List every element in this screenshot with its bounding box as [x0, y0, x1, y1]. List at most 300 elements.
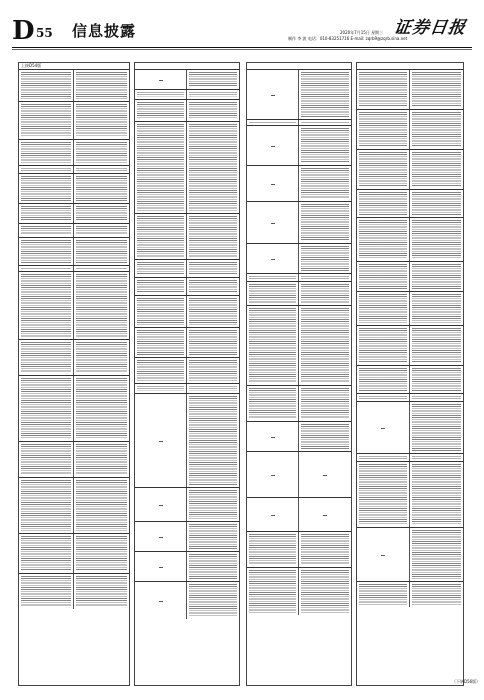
- table-cell-right: [187, 358, 239, 383]
- fine-print-text: [76, 168, 127, 171]
- fine-print-text: [21, 206, 71, 221]
- fine-print-text: [249, 534, 296, 565]
- table-cell-left: [357, 150, 410, 189]
- table-row: [357, 393, 463, 401]
- fine-print-text: [412, 220, 461, 259]
- fine-print-text: [359, 456, 407, 459]
- fine-print-text: [301, 284, 349, 303]
- table-row: [135, 89, 239, 99]
- fine-print-text: [249, 276, 296, 279]
- table-row: [357, 217, 463, 261]
- fine-print-text: [137, 92, 184, 97]
- column-3: [246, 62, 352, 686]
- fine-print-text: [412, 72, 461, 107]
- table-row: [247, 385, 351, 421]
- table-cell-left: [135, 358, 187, 383]
- fine-print-text: [76, 176, 127, 201]
- table-row: [357, 109, 463, 149]
- table-cell-right: [74, 204, 129, 223]
- table-cell-right: [187, 296, 239, 327]
- empty-cell-dash: [323, 515, 327, 516]
- table-row: [357, 527, 463, 581]
- continued-from-label: 上接D54版: [21, 63, 42, 68]
- fine-print-text: [21, 176, 71, 201]
- empty-cell-dash: [159, 505, 163, 506]
- fine-print-text: [76, 72, 127, 99]
- fine-print-text: [412, 456, 461, 459]
- fine-print-text: [301, 388, 349, 419]
- table-cell-left: [247, 202, 299, 243]
- empty-cell-dash: [381, 428, 385, 429]
- empty-cell-dash: [159, 567, 163, 568]
- table-row: [135, 99, 239, 121]
- table-cell-right: [74, 140, 129, 165]
- table-cell-left: [247, 244, 299, 273]
- masthead: [0, 0, 484, 52]
- table-row: [247, 567, 351, 615]
- fine-print-text: [189, 584, 237, 617]
- table-row: [19, 375, 129, 441]
- fine-print-text: [76, 536, 127, 571]
- table-row: [135, 277, 239, 295]
- fine-print-text: [359, 192, 407, 215]
- table-row: [135, 383, 239, 393]
- fine-print-text: [189, 124, 237, 211]
- table-row: [135, 121, 239, 213]
- fine-print-text: [137, 216, 184, 257]
- table-row: [135, 581, 239, 619]
- table-cell-left: [357, 454, 410, 461]
- table-row: [247, 451, 351, 497]
- table-row: [135, 357, 239, 383]
- table-cell-right: [74, 224, 129, 237]
- table-cell-left: [247, 452, 299, 497]
- fine-print-text: [21, 274, 71, 337]
- table-cell-left: [135, 394, 187, 487]
- fine-print-text: [76, 226, 127, 235]
- fine-print-text: [21, 72, 71, 99]
- table-cell-left: [135, 260, 187, 277]
- table-cell-left: [357, 462, 410, 527]
- table-cell-left: [19, 272, 74, 339]
- fine-print-text: [76, 444, 127, 475]
- fine-print-text: [412, 368, 461, 391]
- table-cell-left: [247, 274, 299, 281]
- table-cell-right: [187, 384, 239, 393]
- table-cell-left: [135, 122, 187, 213]
- table-row: [357, 325, 463, 365]
- table-row: [135, 393, 239, 487]
- empty-cell-dash: [159, 537, 163, 538]
- table-row: [19, 203, 129, 223]
- fine-print-text: [21, 240, 71, 263]
- fine-print-text: [359, 294, 407, 323]
- table-row: [247, 243, 351, 273]
- table-cell-left: [19, 224, 74, 237]
- table-cell-right: [410, 262, 463, 291]
- table-cell-left: [357, 190, 410, 217]
- table-cell-right: [410, 582, 463, 607]
- fine-print-text: [189, 554, 237, 579]
- table-cell-right: [299, 282, 351, 305]
- table-cell-right: [187, 260, 239, 277]
- table-cell-right: [299, 126, 351, 165]
- fine-print-text: [412, 192, 461, 215]
- fine-print-text: [189, 102, 237, 119]
- fine-print-text: [412, 294, 461, 323]
- fine-print-text: [76, 142, 127, 163]
- table-row: [19, 173, 129, 203]
- table-cell-right: [187, 582, 239, 619]
- table-cell-right: [74, 174, 129, 203]
- table-row: [357, 69, 463, 109]
- table-cell-right: [410, 366, 463, 393]
- issue-date: 2020年7月15日 星期三: [340, 30, 384, 35]
- table-row: [357, 453, 463, 461]
- fine-print-text: [412, 584, 461, 605]
- table-row: [357, 189, 463, 217]
- fine-print-text: [249, 122, 296, 123]
- table-row: [19, 223, 129, 237]
- table-cell-right: [410, 394, 463, 401]
- fine-print-text: [189, 524, 237, 549]
- table-row: [135, 259, 239, 277]
- fine-print-text: [301, 570, 349, 613]
- table-row: [247, 281, 351, 305]
- table-cell-right: [187, 100, 239, 121]
- fine-print-text: [359, 464, 407, 525]
- table-cell-right: [299, 274, 351, 281]
- fine-print-text: [301, 534, 349, 565]
- table-cell-right: [410, 110, 463, 149]
- fine-print-text: [301, 246, 349, 271]
- fine-print-text: [301, 168, 349, 199]
- column-1: [18, 62, 130, 686]
- fine-print-text: [21, 576, 71, 607]
- empty-cell-dash: [159, 441, 163, 442]
- fine-print-text: [21, 342, 71, 373]
- table-row: [19, 271, 129, 339]
- table-cell-left: [247, 422, 299, 451]
- table-cell-left: [247, 498, 299, 531]
- fine-print-text: [76, 104, 127, 137]
- table-row: [19, 165, 129, 173]
- fine-print-text: [412, 152, 461, 187]
- fine-print-text: [189, 490, 237, 519]
- table-cell-left: [135, 278, 187, 295]
- table-cell-right: [74, 102, 129, 139]
- table-cell-right: [74, 272, 129, 339]
- table-cell-left: [19, 174, 74, 203]
- table-cell-right: [187, 328, 239, 357]
- table-row: [19, 139, 129, 165]
- header-rule-thin: [12, 49, 472, 50]
- table-cell-right: [187, 552, 239, 581]
- table-row: [135, 69, 239, 89]
- table-cell-right: [299, 498, 351, 531]
- table-cell-right: [410, 326, 463, 365]
- table-cell-right: [410, 454, 463, 461]
- empty-cell-dash: [381, 555, 385, 556]
- fine-print-text: [137, 102, 184, 119]
- table-row: [247, 125, 351, 165]
- table-cell-left: [357, 110, 410, 149]
- table-row: [357, 461, 463, 527]
- page-section-letter: D: [12, 16, 35, 46]
- table-cell-right: [299, 422, 351, 451]
- table-row: [247, 273, 351, 281]
- table-cell-right: [299, 202, 351, 243]
- table-row: [135, 213, 239, 259]
- fine-print-text: [21, 142, 71, 163]
- table-cell-right: [299, 244, 351, 273]
- fine-print-text: [76, 206, 127, 221]
- fine-print-text: [21, 480, 71, 531]
- fine-print-text: [359, 220, 407, 259]
- fine-print-text: [189, 216, 237, 257]
- table-cell-left: [357, 326, 410, 365]
- table-cell-right: [74, 238, 129, 265]
- fine-print-text: [412, 464, 461, 525]
- empty-cell-dash: [271, 437, 275, 438]
- table-cell-left: [135, 552, 187, 581]
- empty-cell-dash: [271, 515, 275, 516]
- table-cell-left: [357, 218, 410, 261]
- fine-print-text: [137, 360, 184, 381]
- column-4: [356, 62, 464, 686]
- table-cell-right: [410, 70, 463, 109]
- table-row: [357, 581, 463, 607]
- fine-print-text: [137, 124, 184, 211]
- table-cell-right: [299, 386, 351, 421]
- table-cell-left: [19, 574, 74, 609]
- table-row: [357, 401, 463, 453]
- fine-print-text: [21, 444, 71, 475]
- fine-print-text: [137, 330, 184, 355]
- table-cell-right: [410, 150, 463, 189]
- table-cell-left: [357, 262, 410, 291]
- table-cell-right: [299, 532, 351, 567]
- table-cell-left: [247, 568, 299, 615]
- table-row: [135, 295, 239, 327]
- fine-print-text: [21, 378, 71, 439]
- fine-print-text: [189, 298, 237, 325]
- editor-contact: 制作 李 波 电话：010-83251716 E-mail: zqrb9@zqrb.sina.net: [288, 36, 408, 41]
- table-row: [19, 339, 129, 375]
- table-cell-right: [74, 340, 129, 375]
- table-cell-right: [74, 478, 129, 533]
- fine-print-text: [76, 378, 127, 439]
- fine-print-text: [249, 308, 296, 383]
- fine-print-text: [21, 536, 71, 571]
- section-title: 信息披露: [72, 22, 137, 40]
- table-row: [19, 441, 129, 477]
- table-cell-left: [19, 140, 74, 165]
- continued-to-label: （下转D56版）: [452, 679, 481, 684]
- fine-print-text: [76, 576, 127, 607]
- table-row: [357, 365, 463, 393]
- table-row: [135, 487, 239, 521]
- table-cell-right: [299, 166, 351, 201]
- empty-cell-dash: [271, 146, 275, 147]
- fine-print-text: [301, 128, 349, 163]
- fine-print-text: [359, 396, 407, 399]
- table-cell-right: [187, 488, 239, 521]
- table-cell-right: [74, 442, 129, 477]
- fine-print-text: [359, 152, 407, 187]
- table-row: [135, 327, 239, 357]
- empty-cell-dash: [159, 601, 163, 602]
- page-number: 55: [36, 26, 53, 40]
- table-cell-right: [410, 292, 463, 325]
- table-row: [19, 573, 129, 609]
- empty-cell-dash: [271, 95, 275, 96]
- fine-print-text: [412, 404, 461, 451]
- table-cell-right: [187, 394, 239, 487]
- table-row: [247, 531, 351, 567]
- empty-cell-dash: [271, 223, 275, 224]
- table-cell-left: [247, 282, 299, 305]
- table-cell-left: [135, 296, 187, 327]
- fine-print-text: [412, 112, 461, 147]
- table-cell-right: [187, 70, 239, 89]
- table-row: [247, 165, 351, 201]
- fine-print-text: [359, 584, 407, 605]
- fine-print-text: [412, 530, 461, 579]
- table-cell-right: [410, 528, 463, 581]
- table-cell-left: [19, 376, 74, 441]
- fine-print-text: [359, 368, 407, 391]
- table-cell-left: [357, 366, 410, 393]
- fine-print-text: [359, 112, 407, 147]
- fine-print-text: [189, 386, 237, 391]
- table-cell-right: [410, 190, 463, 217]
- table-cell-left: [357, 528, 410, 581]
- empty-cell-dash: [271, 259, 275, 260]
- fine-print-text: [412, 264, 461, 289]
- fine-print-text: [301, 122, 349, 123]
- table-cell-left: [357, 292, 410, 325]
- table-cell-right: [187, 122, 239, 213]
- table-cell-right: [299, 452, 351, 497]
- table-row: [19, 69, 129, 101]
- table-cell-left: [19, 534, 74, 573]
- table-cell-left: [19, 204, 74, 223]
- table-cell-right: [410, 402, 463, 453]
- fine-print-text: [189, 92, 237, 97]
- table-cell-right: [74, 574, 129, 609]
- table-row: [357, 291, 463, 325]
- fine-print-text: [189, 330, 237, 355]
- fine-print-text: [189, 280, 237, 293]
- table-cell-left: [357, 394, 410, 401]
- fine-print-text: [189, 262, 237, 275]
- fine-print-text: [249, 570, 296, 613]
- fine-print-text: [301, 276, 349, 279]
- table-cell-left: [19, 166, 74, 173]
- fine-print-text: [137, 262, 184, 275]
- fine-print-text: [76, 240, 127, 263]
- fine-print-text: [137, 386, 184, 391]
- table-cell-right: [299, 70, 351, 119]
- table-cell-left: [135, 384, 187, 393]
- table-row: [19, 477, 129, 533]
- table-cell-left: [357, 402, 410, 453]
- table-cell-left: [247, 386, 299, 421]
- fine-print-text: [21, 226, 71, 235]
- fine-print-text: [359, 264, 407, 289]
- table-cell-left: [135, 90, 187, 99]
- fine-print-text: [189, 360, 237, 381]
- table-row: [247, 305, 351, 385]
- empty-cell-dash: [323, 475, 327, 476]
- table-row: [357, 149, 463, 189]
- fine-print-text: [301, 308, 349, 383]
- table-cell-left: [19, 102, 74, 139]
- fine-print-text: [21, 104, 71, 137]
- fine-print-text: [189, 396, 237, 485]
- table-cell-left: [135, 522, 187, 551]
- fine-print-text: [137, 298, 184, 325]
- table-cell-right: [74, 534, 129, 573]
- fine-print-text: [137, 280, 184, 293]
- table-cell-left: [135, 100, 187, 121]
- fine-print-text: [301, 204, 349, 241]
- table-cell-left: [247, 532, 299, 567]
- table-row: [19, 237, 129, 265]
- table-row: [247, 201, 351, 243]
- table-row: [135, 551, 239, 581]
- table-cell-left: [247, 166, 299, 201]
- table-row: [19, 533, 129, 573]
- table-cell-left: [19, 478, 74, 533]
- table-row: [19, 101, 129, 139]
- empty-cell-dash: [271, 184, 275, 185]
- table-cell-right: [187, 90, 239, 99]
- column-2: [134, 62, 240, 686]
- table-cell-right: [299, 568, 351, 615]
- table-row: [247, 69, 351, 119]
- newspaper-logo: 证券日报: [392, 18, 468, 38]
- table-cell-right: [187, 278, 239, 295]
- table-cell-left: [357, 70, 410, 109]
- table-cell-right: [74, 70, 129, 101]
- table-cell-left: [247, 126, 299, 165]
- fine-print-text: [249, 388, 296, 419]
- fine-print-text: [76, 268, 127, 269]
- empty-cell-dash: [159, 80, 163, 81]
- table-row: [135, 521, 239, 551]
- table-cell-right: [410, 462, 463, 527]
- table-cell-right: [74, 166, 129, 173]
- fine-print-text: [76, 274, 127, 337]
- fine-print-text: [412, 328, 461, 363]
- fine-print-text: [301, 72, 349, 117]
- table-cell-left: [135, 214, 187, 259]
- fine-print-text: [249, 284, 296, 303]
- fine-print-text: [359, 72, 407, 107]
- fine-print-text: [301, 424, 349, 449]
- table-cell-right: [299, 306, 351, 385]
- table-cell-left: [19, 238, 74, 265]
- table-cell-left: [135, 582, 187, 619]
- fine-print-text: [21, 268, 71, 269]
- fine-print-text: [412, 396, 461, 399]
- table-cell-left: [247, 306, 299, 385]
- header-rule: [12, 47, 472, 48]
- table-row: [247, 497, 351, 531]
- table-cell-right: [187, 214, 239, 259]
